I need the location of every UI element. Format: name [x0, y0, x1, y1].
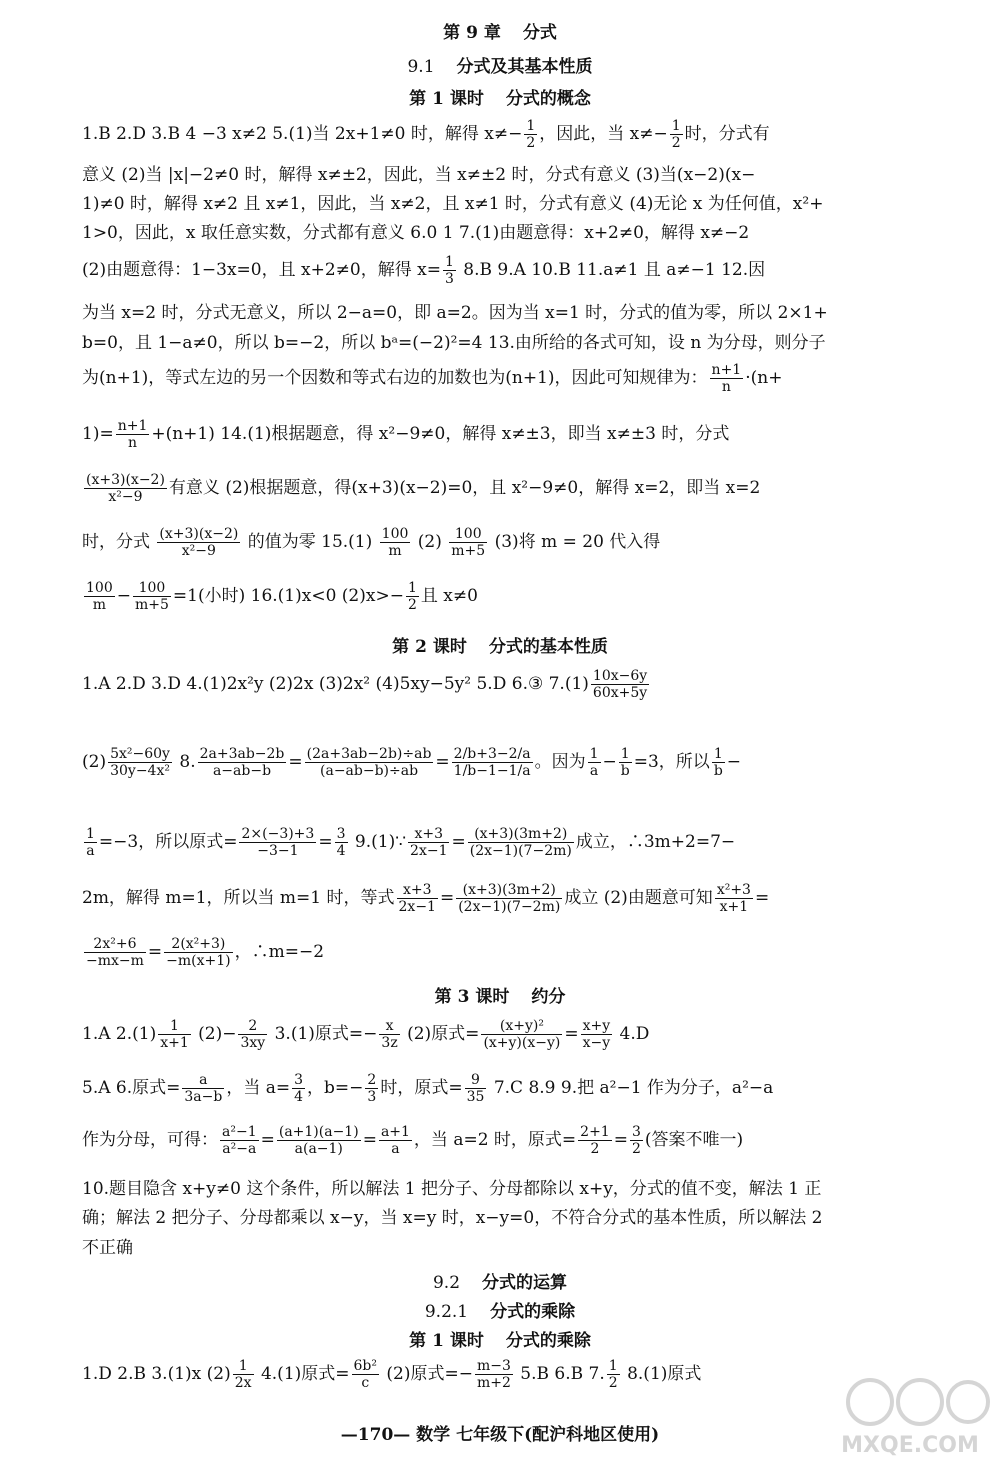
- lesson-heading: 第 3 课时 约分: [434, 987, 566, 1007]
- answer-line: 5.A 6.原式= $\frac{a}{3a-b}$ ，当 a= $\frac{3}{4}$ ，b=− $\frac{2}{3}$ 时，原式= $\frac{9}{35}$ 7.C 8.9 9.把 a²−1 作为分子，a²−a: [82, 1072, 774, 1105]
- answer-line: 1>0，因此，x 取任意实数，分式都有意义 6.0 1 7.(1)由题意得：x+2≠0，解得 x≠−2: [82, 223, 750, 243]
- answer-line: $\frac{\text{2x²+6}}{-mx-m}$ = $\frac{\text{2(x²+3)}}{-m(x+1)}$ ，∴m=−2: [86, 936, 325, 969]
- answer-line: 时，分式 $\frac{(x+3)(x-2)}{\text{x²−9}}$ 的值为零 15.(1) $\frac{100}{m}$ (2) $\frac{100}{m+5}$ (3)将 m = 20 代入得: [82, 526, 661, 559]
- lesson-heading: 第 2 课时 分式的基本性质: [392, 637, 608, 657]
- answer-line: 1.A 2.D 3.D 4.(1)2x²y (2)2x (3)2x² (4)5xy−5y² 5.D 6.③ 7.(1) $\frac{10x-6y}{60x+5y}$: [82, 668, 648, 701]
- answer-line: b=0，且 1−a≠0，所以 b=−2，所以 bᵃ=(−2)²=4 13.由所给的各式可知，设 n 为分母，则分子: [82, 333, 826, 353]
- page-footer: —170— 数学 七年级下(配沪科地区使用): [340, 1425, 660, 1445]
- answer-line: 为(n+1)，等式左边的另一个因数和等式右边的加数也为(n+1)，因此可知规律为： $\frac{n+1}{n}$ ·(n+: [82, 362, 783, 395]
- answer-line: 意义 (2)当 |x|−2≠0 时，解得 x≠±2，因此，当 x≠±2 时，分式有意义 (3)当(x−2)(x−: [82, 165, 756, 185]
- answer-line: 2m，解得 m=1，所以当 m=1 时，等式 $\frac{x+3}{2x-1}$ = $\frac{(x+3)(3m+2)}{(2x-1)(7-2m)}$ 成立 (2)由题意可知 $\frac{\text{x²+3}}{x+1}$ =: [82, 882, 770, 915]
- answer-line: 1.B 2.D 3.B 4 −3 x≠2 5.(1)当 2x+1≠0 时，解得 x≠− $\frac{1}{2}$ ，因此，当 x≠− $\frac{1}{2}$ 时，分式有: [82, 118, 770, 151]
- answer-line: 为当 x=2 时，分式无意义，所以 2−a=0，即 a=2。因为当 x=1 时，分式的值为零，所以 2×1+: [82, 303, 828, 323]
- answer-line: 1.A 2.(1) $\frac{1}{x+1}$ (2)− $\frac{2}{3xy}$ 3.(1)原式=− $\frac{x}{3z}$ (2)原式= $\frac{\text{(x+y)²}}{(x+y)(x-y)}$ = $\frac{x+y}{x-y}$ 4.D: [82, 1018, 650, 1051]
- lesson-heading: 第 1 课时 分式的概念: [409, 89, 591, 109]
- answer-line: 作为分母，可得： $\frac{\text{a²−1}}{\text{a²−a}}$ = $\frac{(a+1)(a-1)}{a(a-1)}$ = $\frac{a+1}{a}$ ，当 a=2 时，原式= $\frac{2+1}{2}$ = $\frac{3}{2}$ (答案不唯一): [82, 1124, 744, 1157]
- section-heading: 9.1 分式及其基本性质: [407, 57, 593, 77]
- section-heading: 9.2 分式的运算: [432, 1273, 568, 1293]
- answer-line: $\frac{1}{a}$ =−3，所以原式= $\frac{2\times(-3)+3}{-3-1}$ = $\frac{3}{4}$ 9.(1)∵ $\frac{x+3}{2x-1}$ = $\frac{(x+3)(3m+2)}{(2x-1)(7-2m)}$ 成立，∴3m+2=7−: [86, 826, 736, 859]
- answer-line: 1)≠0 时，解得 x≠2 且 x≠1，因此，当 x≠2，且 x≠1 时，分式有意义 (4)无论 x 为任何值，x²+: [82, 194, 824, 214]
- answer-line: $\frac{(x+3)(x-2)}{\text{x²−9}}$ 有意义 (2)根据题意，得(x+3)(x−2)=0，且 x²−9≠0，解得 x=2，即当 x=2: [86, 472, 761, 505]
- chapter-heading: 第 9 章 分式: [443, 23, 557, 43]
- answer-line: 1.D 2.B 3.(1)x (2) $\frac{1}{2x}$ 4.(1)原式= $\frac{\text{6b²}}{c}$ (2)原式=− $\frac{m-3}{m+2}$ 5.B 6.B 7. $\frac{1}{2}$ 8.(1)原式: [82, 1358, 702, 1391]
- answer-line: $\frac{100}{m}$ − $\frac{100}{m+5}$ =1(小时) 16.(1)x<0 (2)x>− $\frac{1}{2}$ 且 x≠0: [86, 580, 478, 613]
- answer-line: 1)= $\frac{n+1}{n}$ +(n+1) 14.(1)根据题意，得 x²−9≠0，解得 x≠±3，即当 x≠±3 时，分式: [82, 418, 730, 451]
- lesson-heading: 第 1 课时 分式的乘除: [409, 1331, 591, 1351]
- answer-line: (2)由题意得：1−3x=0，且 x+2≠0，解得 x= $\frac{1}{3}$ 8.B 9.A 10.B 11.a≠1 且 a≠−1 12.因: [82, 254, 766, 287]
- svg-text:MXQE.COM: MXQE.COM: [841, 1433, 979, 1458]
- subsection-heading: 9.2.1 分式的乘除: [424, 1302, 576, 1322]
- watermark-logo: [830, 1370, 990, 1460]
- answer-line: 确；解法 2 把分子、分母都乘以 x−y，当 x=y 时，x−y=0，不符合分式的基本性质，所以解法 2: [82, 1208, 823, 1228]
- answer-line: (2) $\frac{\text{5x²−60y}}{\text{30y−4x²}}$ 8. $\frac{2a+3ab-2b}{a-ab-b}$ = $\frac{(2a+3ab-2b)\div ab}{(a-ab-b)\div ab}$ = $\frac{2/b+3-2/a}{1/b-1-1/a}$ 。因为 $\frac{1}{a}$ − $\frac{1}{b}$ =3，所以 $\frac{1}{b}$ −: [82, 746, 742, 779]
- answer-line: 10.题目隐含 x+y≠0 这个条件，所以解法 1 把分子、分母都除以 x+y，分式的值不变，解法 1 正: [82, 1179, 822, 1199]
- answer-line: 不正确: [82, 1238, 133, 1258]
